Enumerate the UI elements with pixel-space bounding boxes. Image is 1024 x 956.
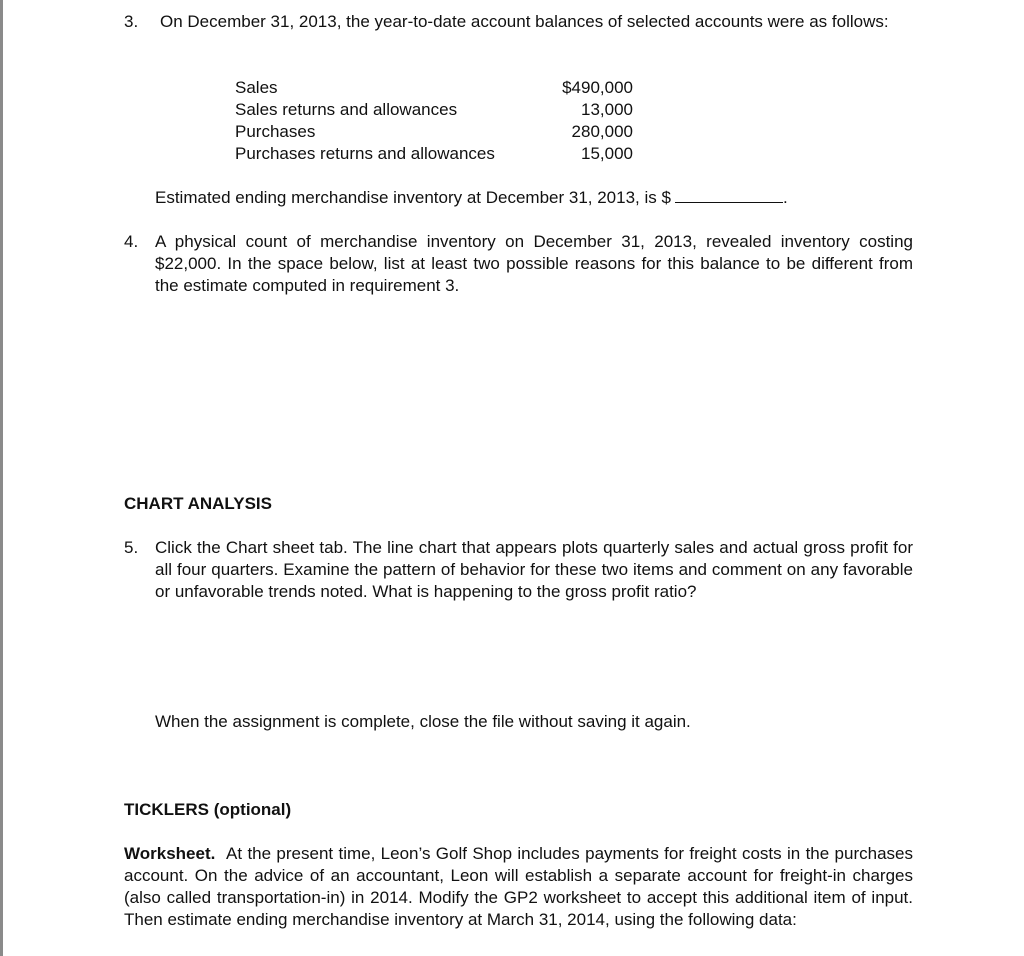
closing-instruction: When the assignment is complete, close the file without saving it again.	[155, 712, 691, 731]
item-3-number: 3.	[124, 12, 139, 31]
item-5-number: 5.	[124, 538, 139, 557]
account-value: 13,000	[581, 100, 633, 119]
account-value: 280,000	[571, 122, 633, 141]
worksheet-paragraph	[124, 843, 913, 931]
item-3-text: On December 31, 2013, the year-to-date account balances of selected accounts were as follows:	[160, 12, 889, 31]
chart-analysis-heading: CHART ANALYSIS	[124, 494, 272, 513]
account-label: Sales	[235, 78, 278, 97]
estimate-prefix: Estimated ending merchandise inventory at December 31, 2013, is $	[155, 188, 671, 207]
estimate-suffix: .	[782, 188, 788, 207]
account-label: Purchases returns and allowances	[235, 144, 495, 163]
page-left-border	[0, 0, 3, 956]
item-4-number: 4.	[124, 232, 139, 251]
item-5-text: Click the Chart sheet tab. The line chart that appears plots quarterly sales and actual gross profit for all four quarters. Examine the pattern of behavior for these two items and comment on any favorable or unfavorable trends noted. What is happening to the gross profit ratio?	[155, 538, 913, 601]
item-4-text: A physical count of merchandise inventory on December 31, 2013, revealed inventory costing $22,000. In the space below, list at least two possible reasons for this balance to be different from the estimate computed in requirement 3.	[155, 232, 913, 295]
account-value: $490,000	[562, 78, 633, 97]
ticklers-heading: TICKLERS (optional)	[124, 800, 292, 819]
account-label: Sales returns and allowances	[235, 100, 458, 119]
estimate-sentence	[155, 187, 913, 209]
account-value: 15,000	[581, 144, 633, 163]
answer-blank	[675, 187, 783, 203]
account-label: Purchases	[235, 122, 316, 141]
worksheet-text: At the present time, Leon’s Golf Shop includes payments for freight costs in the purchases account. On the advice of an accountant, Leon will establish a separate account for freight-in charges (also called transportation-in) in 2014. Modify the GP2 worksheet to accept this additional item of input. Then estimate ending merchandise inventory at March 31, 2014, using the following data:	[124, 844, 913, 929]
worksheet-run-in-heading: Worksheet.	[124, 844, 216, 863]
